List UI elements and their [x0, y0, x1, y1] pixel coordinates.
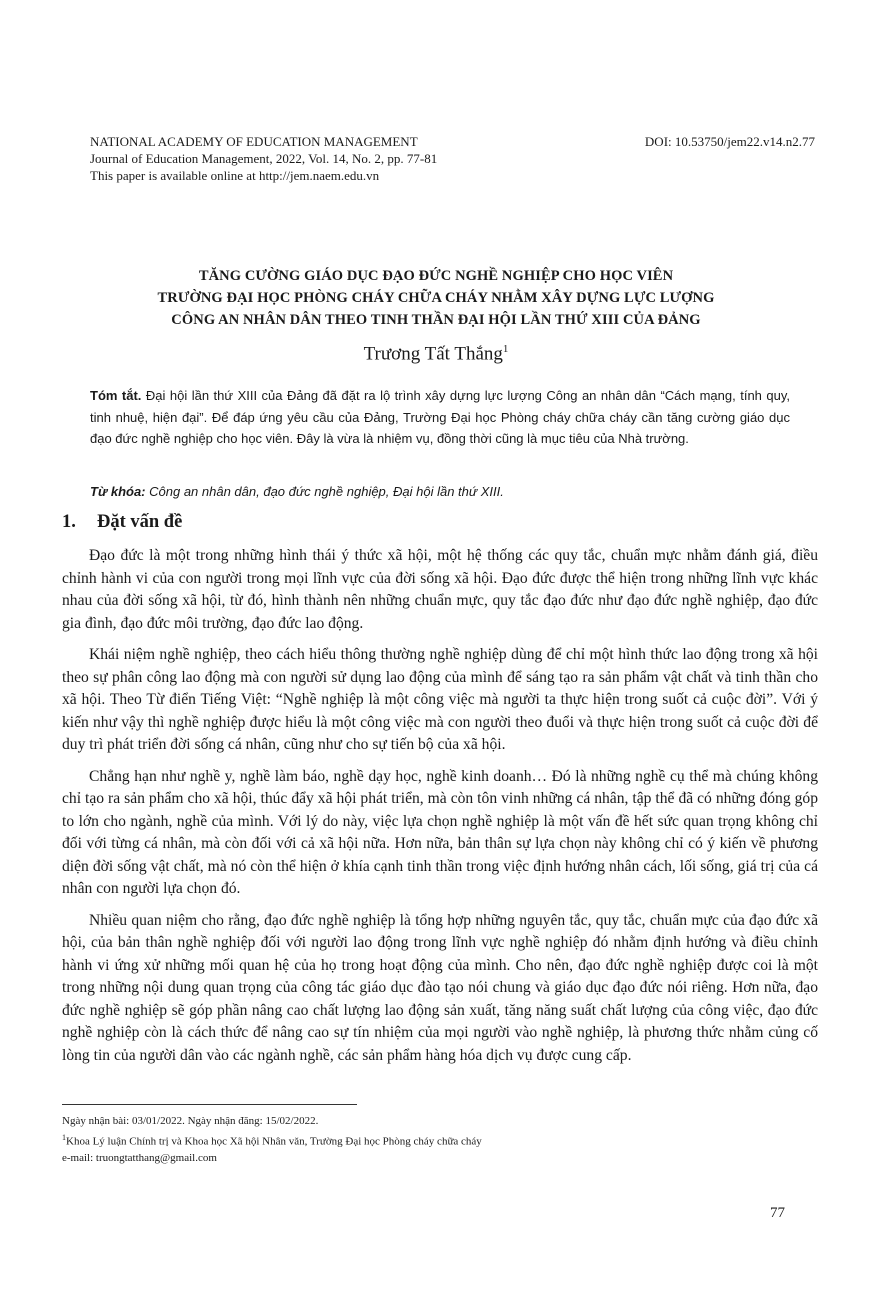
affiliation-note [62, 1130, 802, 1150]
journal-header [90, 133, 815, 184]
section-heading [62, 512, 182, 533]
abstract-text: Đại hội lần thứ XIII của Đảng đã đặt ra lộ trình xây dựng lực lượng Công an nhân dân “Cách mạng, tính quy, tinh nhuệ, hiện đại”. Để đáp ứng yêu cầu của Đảng, Trường Đại học Phòng cháy chữa cháy cần tăng cường giáo dục đạo đức nghề nghiệp cho học viên. Đây là vừa là nhiệm vụ, đồng thời cũng là mục tiêu của Nhà trường. [90, 388, 790, 446]
keywords-label: Từ khóa: [90, 484, 146, 499]
footnote-divider [62, 1104, 357, 1105]
paragraph: Nhiều quan niệm cho rằng, đạo đức nghề nghiệp là tổng hợp những nguyên tắc, quy tắc, chuẩn mực của đạo đức xã hội, của bản thân nghề nghiệp đối với người lao động trong lĩnh vực nghề nghiệp đó nhằm định hướng và điều chỉnh hành vi ứng xử những mối quan hệ của họ trong hoạt động của mình. Cho nên, đạo đức nghề nghiệp được coi là một trong những nội dung quan trọng của công tác giáo dục đào tạo nói chung và giáo dục đạo đức nói riêng. Hơn nữa, đạo đức nghề nghiệp sẽ góp phần nâng cao chất lượng lao động sản xuất, tăng năng suất chất lượng của công việc, đạo đức nghề nghiệp còn là cách thức để nâng cao sự tín nhiệm của mọi người vào nghề nghiệp, là phương thức nhằm củng cố lòng tin của người dân vào các ngành nghề, các sản phẩm hàng hóa dịch vụ được cung cấp. [62, 911, 818, 1064]
section-number: 1. [62, 512, 76, 532]
author-email: e-mail: truongtatthang@gmail.com [62, 1151, 217, 1164]
journal-citation: Journal of Education Management, 2022, Vol. 14, No. 2, pp. 77-81 [90, 151, 438, 166]
author-footnote-marker: 1 [502, 343, 509, 355]
footnotes [62, 1113, 802, 1166]
institution-name: NATIONAL ACADEMY OF EDUCATION MANAGEMENT [90, 134, 418, 149]
title-line: CÔNG AN NHÂN DÂN THEO TINH THẦN ĐẠI HỘI LẦN THỨ XIII CỦA ĐẢNG [171, 312, 701, 328]
article-title [80, 265, 792, 331]
title-line: TRƯỜNG ĐẠI HỌC PHÒNG CHÁY CHỮA CHÁY NHẰM XÂY DỰNG LỰC LƯỢNG [157, 290, 715, 306]
paragraph: Khái niệm nghề nghiệp, theo cách hiểu thông thường nghề nghiệp dùng để chỉ một hình thức lao động trong xã hội theo sự phân công lao động mà con người sử dụng lao động của mình để sáng tạo ra sản phẩm vật chất và tinh thần cho xã hội. Theo Từ điển Tiếng Việt: “Nghề nghiệp là một công việc mà người ta thực hiện trong suốt cả cuộc đời”. Với ý kiến như vậy thì nghề nghiệp được hiểu là một công việc mà con người theo đuổi và thực hiện trong suốt cả cuộc đời để duy trì phát triển đời sống cá nhân, cũng như cho sự tiến bộ của xã hội. [62, 646, 818, 753]
body-text [62, 545, 818, 1076]
received-dates: Ngày nhận bài: 03/01/2022. Ngày nhận đăng: 15/02/2022. [62, 1115, 319, 1127]
paragraph: Đạo đức là một trong những hình thái ý thức xã hội, một hệ thống các quy tắc, chuẩn mực nhằm đánh giá, điều chỉnh hành vi của con người trong mọi lĩnh vực của đời sống xã hội. Đạo đức được thể hiện trong những lĩnh vực khác nhau của đời sống xã hội, từ đó, hình thành nên những chuẩn mực, quy tắc đạo đức như đạo đức nghề nghiệp, đạo đức gia đình, đạo đức môi trường, đạo đức lao động. [62, 547, 818, 632]
abstract-label: Tóm tắt. [90, 388, 142, 403]
keywords-text: Công an nhân dân, đạo đức nghề nghiệp, Đại hội lần thứ XIII. [145, 484, 504, 499]
author-name: Trương Tất Thắng [363, 343, 503, 365]
paragraph: Chẳng hạn như nghề y, nghề làm báo, nghề dạy học, nghề kinh doanh… Đó là những nghề cụ thể mà chúng không chỉ tạo ra sản phẩm cho xã hội, thúc đẩy xã hội phát triển, mà còn tôn vinh những cá nhân, tập thể đã có những đóng góp to lớn cho ngành, nghề của mình. Với lý do này, việc lựa chọn nghề nghiệp là một vấn đề hết sức quan trọng không chỉ đối với từng cá nhân, mà còn đối với cả xã hội nữa. Hơn nữa, bản thân sự lựa chọn này không chỉ có ý kiến về phương diện đời sống vật chất, mà nó còn thể hiện ở khía cạnh tinh thần trong việc định hướng nhân cách, lối sống, giá trị của cá nhân con người lựa chọn đó. [62, 767, 818, 897]
abstract [90, 385, 790, 450]
author-line [80, 343, 792, 365]
affiliation-text: Khoa Lý luận Chính trị và Khoa học Xã hội Nhân văn, Trường Đại học Phòng cháy chữa cháy [66, 1135, 482, 1148]
section-title: Đặt vấn đề [97, 512, 183, 532]
page-number: 77 [770, 1205, 785, 1221]
doi: DOI: 10.53750/jem22.v14.n2.77 [644, 134, 815, 149]
title-line: TĂNG CƯỜNG GIÁO DỤC ĐẠO ĐỨC NGHỀ NGHIỆP CHO HỌC VIÊN [198, 268, 674, 284]
affiliation-marker: 1 [62, 1132, 66, 1142]
keywords [90, 484, 790, 499]
availability-note: This paper is available online at http://jem.naem.edu.vn [90, 168, 380, 183]
